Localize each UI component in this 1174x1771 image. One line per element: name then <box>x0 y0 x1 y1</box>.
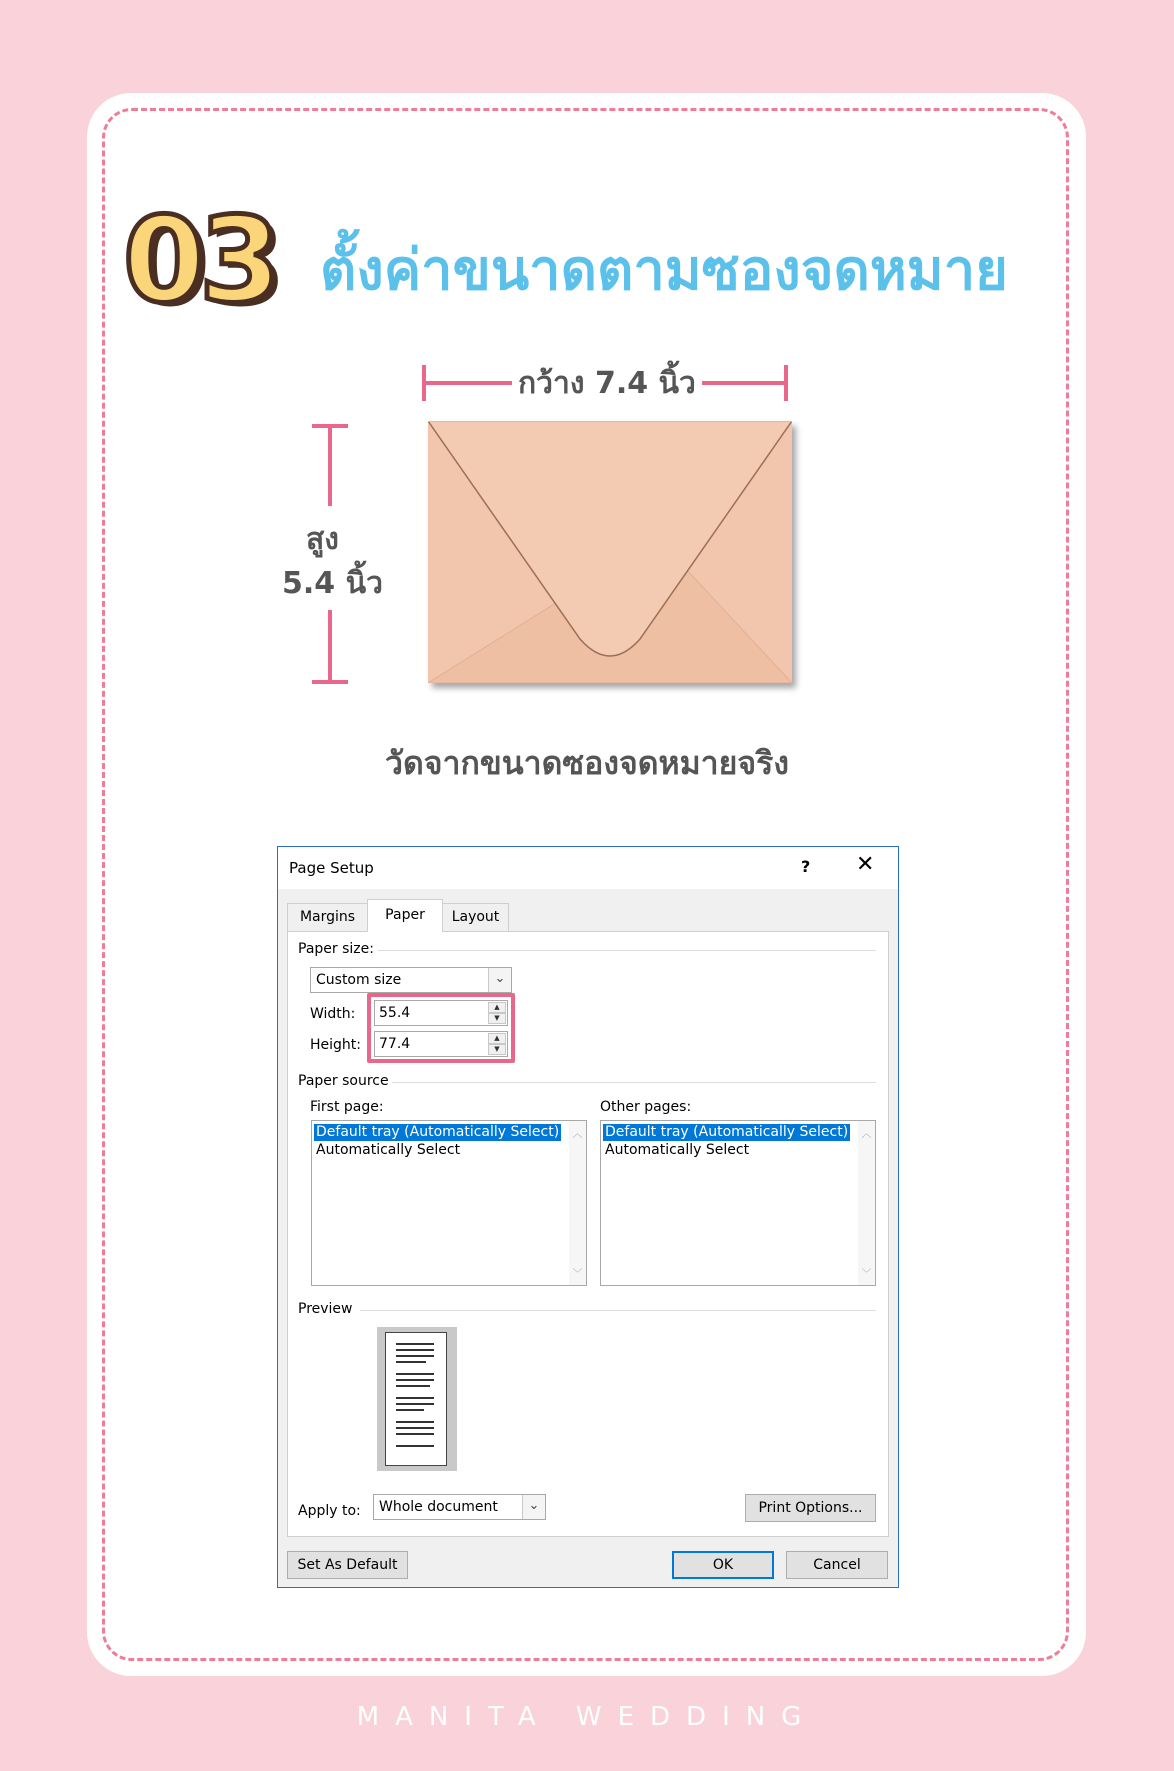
height-dimension-line-top <box>328 426 332 506</box>
height-value: 77.4 <box>379 1036 411 1052</box>
list-item[interactable]: Automatically Select <box>605 1142 750 1158</box>
preview-label: Preview <box>298 1301 353 1317</box>
height-dimension-line-bottom <box>328 610 332 680</box>
watermark: MANITA WEDDING <box>356 1702 818 1732</box>
close-icon[interactable]: ✕ <box>856 852 875 877</box>
page-preview <box>377 1327 457 1471</box>
preview-rule <box>360 1310 876 1311</box>
height-dimension-bottom-cap <box>312 680 348 684</box>
apply-to-label: Apply to: <box>298 1503 361 1519</box>
width-increment-icon[interactable]: ▲ <box>488 1002 506 1013</box>
cancel-button[interactable]: Cancel <box>786 1551 888 1579</box>
tab-margins[interactable]: Margins <box>287 903 368 931</box>
width-label: Width: <box>310 1006 356 1022</box>
preview-page <box>385 1332 447 1466</box>
other-pages-scrollbar[interactable] <box>858 1121 875 1285</box>
width-dimension-line-right <box>702 381 786 385</box>
scroll-down-icon[interactable]: ﹀ <box>572 1269 583 1280</box>
dialog-title: Page Setup <box>289 859 374 877</box>
list-item[interactable]: Default tray (Automatically Select) <box>316 1124 560 1140</box>
tab-paper[interactable]: Paper <box>367 899 443 932</box>
first-page-label: First page: <box>310 1099 384 1115</box>
paper-size-rule <box>378 950 876 951</box>
height-dimension-value: 5.4 นิ้ว <box>282 566 383 601</box>
envelope-image <box>428 421 792 683</box>
width-value: 55.4 <box>379 1005 411 1021</box>
paper-source-rule <box>392 1082 876 1083</box>
first-page-scrollbar[interactable] <box>569 1121 586 1285</box>
height-dimension-label: สูง <box>306 522 339 557</box>
width-dimension-right-cap <box>784 365 788 401</box>
first-page-list[interactable] <box>311 1120 587 1286</box>
height-label: Height: <box>310 1037 361 1053</box>
height-increment-icon[interactable]: ▲ <box>488 1033 506 1044</box>
height-decrement-icon[interactable]: ▼ <box>488 1044 506 1055</box>
step-number: 03 <box>123 191 276 329</box>
paper-size-select[interactable] <box>310 967 512 993</box>
set-as-default-button[interactable]: Set As Default <box>287 1551 408 1579</box>
apply-to-select[interactable] <box>373 1494 546 1520</box>
size-highlight-box <box>367 993 515 1063</box>
step-title: ตั้งค่าขนาดตามซองจดหมาย <box>320 238 1008 303</box>
ok-button[interactable]: OK <box>672 1551 774 1579</box>
paper-source-label: Paper source <box>298 1073 389 1089</box>
other-pages-label: Other pages: <box>600 1099 692 1115</box>
caption: วัดจากขนาดซองจดหมายจริง <box>385 744 789 782</box>
tab-layout[interactable]: Layout <box>442 903 509 931</box>
chevron-down-icon[interactable]: ⌄ <box>522 1495 545 1519</box>
list-item[interactable]: Default tray (Automatically Select) <box>605 1124 849 1140</box>
paper-size-value: Custom size <box>316 972 402 988</box>
width-decrement-icon[interactable]: ▼ <box>488 1013 506 1024</box>
width-dimension-line-left <box>424 381 512 385</box>
scroll-up-icon[interactable]: ︿ <box>572 1129 583 1140</box>
scroll-up-icon[interactable]: ︿ <box>861 1129 872 1140</box>
print-options-button[interactable]: Print Options... <box>745 1494 876 1522</box>
chevron-down-icon[interactable]: ⌄ <box>488 968 511 992</box>
help-button[interactable]: ? <box>801 857 811 876</box>
width-dimension-label: กว้าง 7.4 นิ้ว <box>518 366 696 401</box>
other-pages-list[interactable] <box>600 1120 876 1286</box>
dialog-titlebar <box>278 847 898 889</box>
apply-to-value: Whole document <box>379 1499 498 1515</box>
scroll-down-icon[interactable]: ﹀ <box>861 1269 872 1280</box>
list-item[interactable]: Automatically Select <box>316 1142 461 1158</box>
paper-size-label: Paper size: <box>298 941 374 957</box>
